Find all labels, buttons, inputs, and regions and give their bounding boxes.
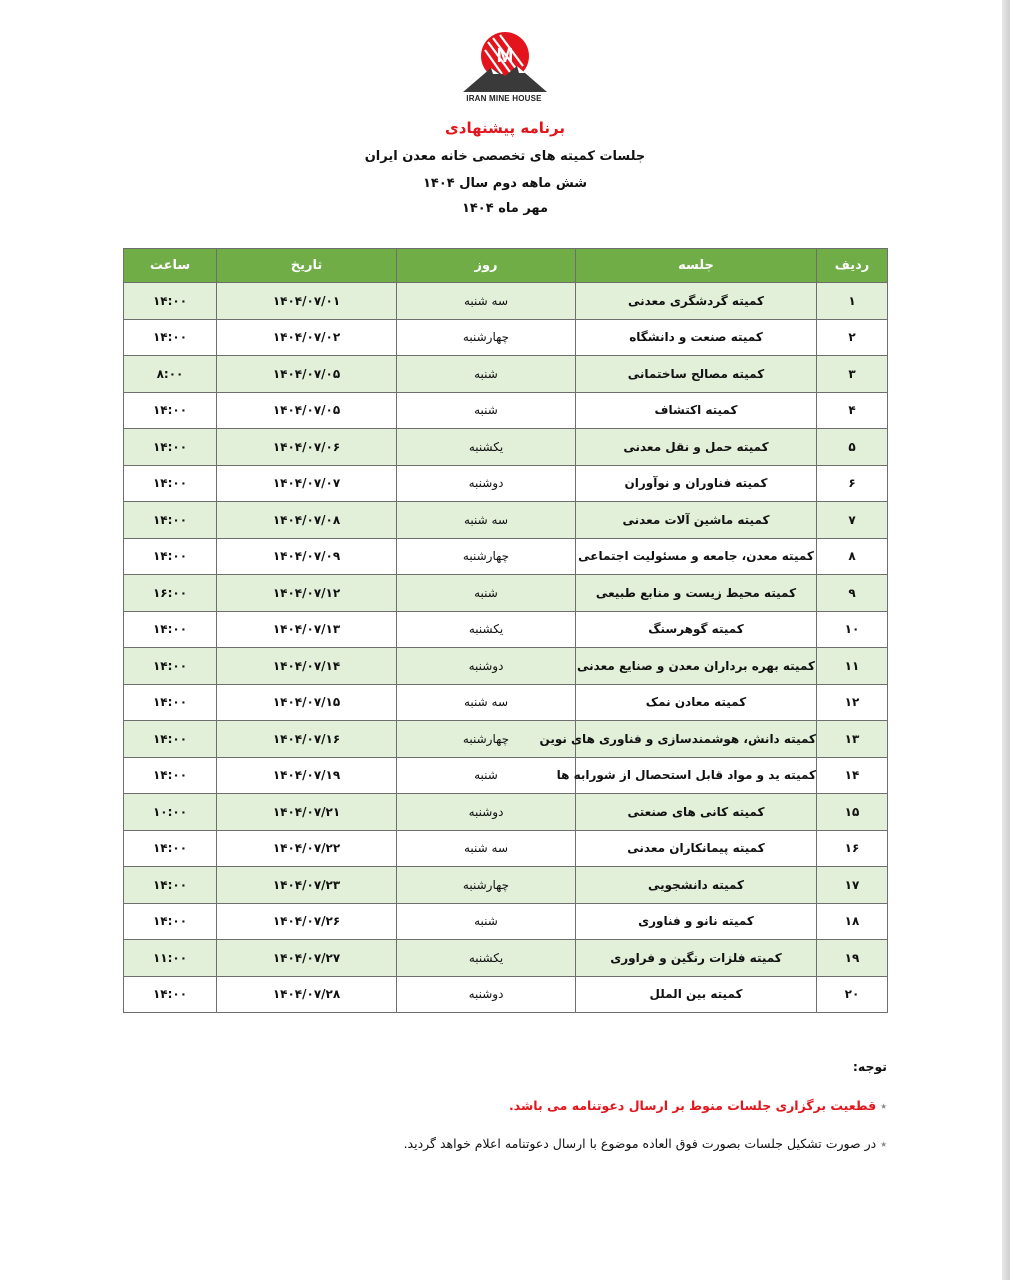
table-row bbox=[124, 356, 888, 393]
session-name-cell: کمیته ماشین آلات معدنی bbox=[576, 502, 817, 539]
date-cell: ۱۴۰۴/۰۷/۱۲ bbox=[217, 575, 397, 612]
date-cell: ۱۴۰۴/۰۷/۰۵ bbox=[217, 392, 397, 429]
day-cell: شنبه bbox=[397, 356, 576, 393]
time-cell: ۱۴:۰۰ bbox=[124, 429, 217, 466]
row-index-cell: ۱۹ bbox=[817, 940, 888, 977]
table-row bbox=[124, 538, 888, 575]
note-text: قطعیت برگزاری جلسات منوط بر ارسال دعوتنامه می باشد. bbox=[509, 1098, 877, 1113]
session-name-cell: کمیته پیمانکاران معدنی bbox=[576, 830, 817, 867]
row-index-cell: ۱۶ bbox=[817, 830, 888, 867]
date-cell: ۱۴۰۴/۰۷/۱۳ bbox=[217, 611, 397, 648]
session-name-cell: کمیته صنعت و دانشگاه bbox=[576, 319, 817, 356]
session-name-cell: کمیته نانو و فناوری bbox=[576, 903, 817, 940]
day-cell: شنبه bbox=[397, 392, 576, 429]
time-cell: ۱۴:۰۰ bbox=[124, 903, 217, 940]
date-cell: ۱۴۰۴/۰۷/۲۷ bbox=[217, 940, 397, 977]
day-cell: یکشنبه bbox=[397, 940, 576, 977]
row-index-cell: ۱۲ bbox=[817, 684, 888, 721]
session-name-cell: کمیته معدن، جامعه و مسئولیت اجتماعی bbox=[576, 538, 817, 575]
session-name-cell: کمیته اکتشاف bbox=[576, 392, 817, 429]
column-header-time: ساعت bbox=[124, 249, 217, 283]
session-name-cell: کمیته بین الملل bbox=[576, 976, 817, 1013]
row-index-cell: ۹ bbox=[817, 575, 888, 612]
session-name-cell: کمیته دانش، هوشمندسازی و فناوری های نوین bbox=[576, 721, 817, 758]
day-cell: شنبه bbox=[397, 575, 576, 612]
table-row bbox=[124, 611, 888, 648]
table-row bbox=[124, 940, 888, 977]
table-row bbox=[124, 648, 888, 685]
row-index-cell: ۲ bbox=[817, 319, 888, 356]
session-name-cell: کمیته گردشگری معدنی bbox=[576, 283, 817, 320]
day-cell: یکشنبه bbox=[397, 429, 576, 466]
session-name-cell: کمیته دانشجویی bbox=[576, 867, 817, 904]
session-name-cell: کمیته گوهرسنگ bbox=[576, 611, 817, 648]
row-index-cell: ۶ bbox=[817, 465, 888, 502]
note-item bbox=[127, 1136, 887, 1151]
row-index-cell: ۲۰ bbox=[817, 976, 888, 1013]
row-index-cell: ۸ bbox=[817, 538, 888, 575]
time-cell: ۱۴:۰۰ bbox=[124, 648, 217, 685]
time-cell: ۱۱:۰۰ bbox=[124, 940, 217, 977]
notes-label: توجه: bbox=[852, 1059, 887, 1074]
time-cell: ۱۴:۰۰ bbox=[124, 319, 217, 356]
time-cell: ۸:۰۰ bbox=[124, 356, 217, 393]
time-cell: ۱۴:۰۰ bbox=[124, 976, 217, 1013]
table-row bbox=[124, 830, 888, 867]
table-row bbox=[124, 319, 888, 356]
time-cell: ۱۴:۰۰ bbox=[124, 684, 217, 721]
row-index-cell: ۱۰ bbox=[817, 611, 888, 648]
document-subtitle: جلسات کمیته های تخصصی خانه معدن ایران bbox=[364, 149, 646, 164]
table-row bbox=[124, 794, 888, 831]
day-cell: دوشنبه bbox=[397, 976, 576, 1013]
session-name-cell: کمیته فلزات رنگین و فراوری bbox=[576, 940, 817, 977]
day-cell: شنبه bbox=[397, 757, 576, 794]
row-index-cell: ۱۸ bbox=[817, 903, 888, 940]
day-cell: سه شنبه bbox=[397, 830, 576, 867]
table-row bbox=[124, 684, 888, 721]
time-cell: ۱۴:۰۰ bbox=[124, 721, 217, 758]
note-item bbox=[127, 1098, 887, 1113]
session-name-cell: کمیته بهره برداران معدن و صنایع معدنی bbox=[576, 648, 817, 685]
time-cell: ۱۴:۰۰ bbox=[124, 611, 217, 648]
column-header-date: تاریخ bbox=[217, 249, 397, 283]
day-cell: سه شنبه bbox=[397, 684, 576, 721]
time-cell: ۱۴:۰۰ bbox=[124, 502, 217, 539]
day-cell: یکشنبه bbox=[397, 611, 576, 648]
time-cell: ۱۴:۰۰ bbox=[124, 392, 217, 429]
document-month: مهر ماه ۱۴۰۴ bbox=[461, 201, 549, 216]
row-index-cell: ۵ bbox=[817, 429, 888, 466]
document-title: برنامه پیشنهادی bbox=[445, 119, 565, 137]
table-row bbox=[124, 721, 888, 758]
day-cell: چهارشنبه bbox=[397, 319, 576, 356]
day-cell: دوشنبه bbox=[397, 465, 576, 502]
table-row bbox=[124, 976, 888, 1013]
time-cell: ۱۴:۰۰ bbox=[124, 538, 217, 575]
row-index-cell: ۳ bbox=[817, 356, 888, 393]
time-cell: ۱۶:۰۰ bbox=[124, 575, 217, 612]
table-row bbox=[124, 392, 888, 429]
date-cell: ۱۴۰۴/۰۷/۰۷ bbox=[217, 465, 397, 502]
date-cell: ۱۴۰۴/۰۷/۱۶ bbox=[217, 721, 397, 758]
page-edge-shadow bbox=[1002, 0, 1010, 1280]
column-header-day: روز bbox=[397, 249, 576, 283]
row-index-cell: ۷ bbox=[817, 502, 888, 539]
date-cell: ۱۴۰۴/۰۷/۰۱ bbox=[217, 283, 397, 320]
session-name-cell: کمیته ید و مواد قابل استحصال از شورابه ها bbox=[576, 757, 817, 794]
note-text: در صورت تشکیل جلسات بصورت فوق العاده موضوع با ارسال دعوتنامه اعلام خواهد گردید. bbox=[403, 1136, 877, 1151]
table-row bbox=[124, 429, 888, 466]
table-body bbox=[124, 283, 888, 1013]
time-cell: ۱۴:۰۰ bbox=[124, 283, 217, 320]
date-cell: ۱۴۰۴/۰۷/۱۵ bbox=[217, 684, 397, 721]
schedule-table bbox=[123, 248, 888, 1013]
date-cell: ۱۴۰۴/۰۷/۰۲ bbox=[217, 319, 397, 356]
session-name-cell: کمیته محیط زیست و منابع طبیعی bbox=[576, 575, 817, 612]
day-cell: دوشنبه bbox=[397, 794, 576, 831]
day-cell: چهارشنبه bbox=[397, 538, 576, 575]
table-row bbox=[124, 465, 888, 502]
row-index-cell: ۱۷ bbox=[817, 867, 888, 904]
day-cell: چهارشنبه bbox=[397, 867, 576, 904]
row-index-cell: ۱۵ bbox=[817, 794, 888, 831]
date-cell: ۱۴۰۴/۰۷/۲۸ bbox=[217, 976, 397, 1013]
row-index-cell: ۱۴ bbox=[817, 757, 888, 794]
session-name-cell: کمیته معادن نمک bbox=[576, 684, 817, 721]
row-index-cell: ۴ bbox=[817, 392, 888, 429]
column-header-session: جلسه bbox=[576, 249, 817, 283]
session-name-cell: کمیته فناوران و نوآوران bbox=[576, 465, 817, 502]
time-cell: ۱۴:۰۰ bbox=[124, 830, 217, 867]
date-cell: ۱۴۰۴/۰۷/۲۱ bbox=[217, 794, 397, 831]
svg-text:M: M bbox=[496, 45, 514, 67]
date-cell: ۱۴۰۴/۰۷/۱۴ bbox=[217, 648, 397, 685]
session-name-cell: کمیته مصالح ساختمانی bbox=[576, 356, 817, 393]
row-index-cell: ۱ bbox=[817, 283, 888, 320]
table-row bbox=[124, 283, 888, 320]
date-cell: ۱۴۰۴/۰۷/۱۹ bbox=[217, 757, 397, 794]
time-cell: ۱۰:۰۰ bbox=[124, 794, 217, 831]
date-cell: ۱۴۰۴/۰۷/۰۹ bbox=[217, 538, 397, 575]
date-cell: ۱۴۰۴/۰۷/۰۸ bbox=[217, 502, 397, 539]
document-period: شش ماهه دوم سال ۱۴۰۴ bbox=[422, 176, 588, 191]
table-row bbox=[124, 903, 888, 940]
column-header-index: ردیف bbox=[817, 249, 888, 283]
time-cell: ۱۴:۰۰ bbox=[124, 867, 217, 904]
day-cell: دوشنبه bbox=[397, 648, 576, 685]
row-index-cell: ۱۳ bbox=[817, 721, 888, 758]
time-cell: ۱۴:۰۰ bbox=[124, 465, 217, 502]
day-cell: سه شنبه bbox=[397, 283, 576, 320]
day-cell: چهارشنبه bbox=[397, 721, 576, 758]
note-bullet: ٭ bbox=[880, 1136, 887, 1151]
day-cell: سه شنبه bbox=[397, 502, 576, 539]
date-cell: ۱۴۰۴/۰۷/۲۶ bbox=[217, 903, 397, 940]
table-row bbox=[124, 575, 888, 612]
logo-caption: IRAN MINE HOUSE bbox=[466, 94, 542, 103]
table-row bbox=[124, 502, 888, 539]
date-cell: ۱۴۰۴/۰۷/۰۵ bbox=[217, 356, 397, 393]
day-cell: شنبه bbox=[397, 903, 576, 940]
date-cell: ۱۴۰۴/۰۷/۰۶ bbox=[217, 429, 397, 466]
session-name-cell: کمیته حمل و نقل معدنی bbox=[576, 429, 817, 466]
table-header-row bbox=[124, 249, 888, 283]
note-bullet: ٭ bbox=[880, 1098, 887, 1113]
session-name-cell: کمیته کانی های صنعتی bbox=[576, 794, 817, 831]
row-index-cell: ۱۱ bbox=[817, 648, 888, 685]
time-cell: ۱۴:۰۰ bbox=[124, 757, 217, 794]
table-row bbox=[124, 867, 888, 904]
date-cell: ۱۴۰۴/۰۷/۲۳ bbox=[217, 867, 397, 904]
date-cell: ۱۴۰۴/۰۷/۲۲ bbox=[217, 830, 397, 867]
table-row bbox=[124, 757, 888, 794]
